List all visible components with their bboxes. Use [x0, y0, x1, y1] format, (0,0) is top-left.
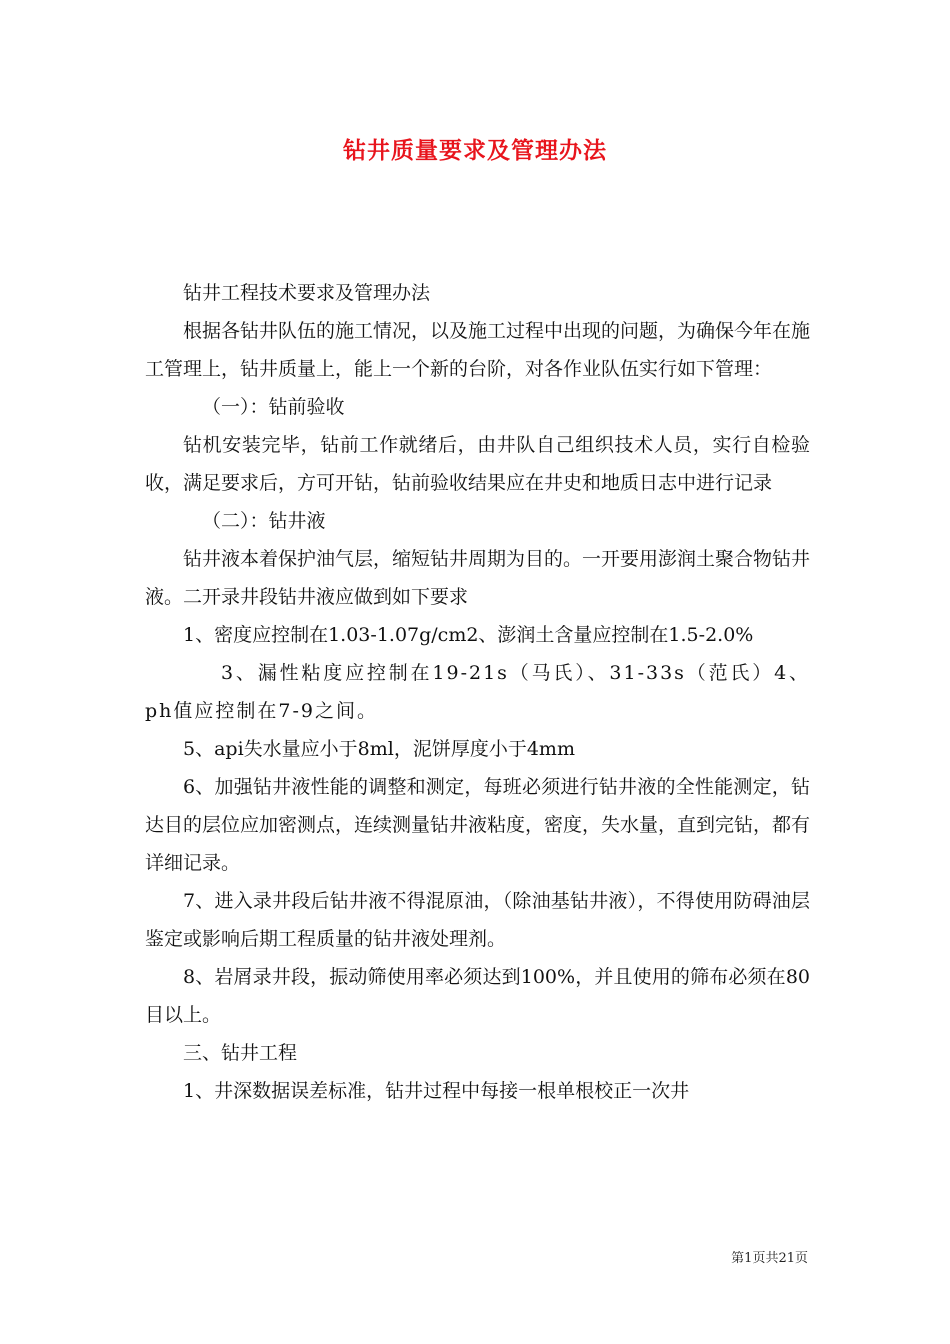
list-item-water-loss: 5、api失水量应小于8ml，泥饼厚度小于4mm: [183, 738, 575, 760]
list-item-no-crude-oil: 7、进入录井段后钻井液不得混原油，（除油基钻井液），不得使用防碍油层鉴定或影响后期工程质量的钻井液处理剂。: [145, 890, 810, 950]
section-heading-drilling-engineering: 三、钻井工程: [183, 1042, 298, 1064]
paragraph-intro: 根据各钻井队伍的施工情况，以及施工过程中出现的问题，为确保今年在施工管理上，钻井质量上，能上一个新的台阶，对各作业队伍实行如下管理：: [145, 320, 811, 380]
paragraph-pre-drilling: 钻机安装完毕，钻前工作就绪后，由井队自己组织技术人员，实行自检验收，满足要求后，方可开钻，钻前验收结果应在井史和地质日志中进行记录: [145, 434, 810, 494]
paragraph-drilling-fluid: 钻井液本着保护油气层，缩短钻井周期为目的。一开要用澎润土聚合物钻井液。二开录井段钻井液应做到如下要求: [145, 548, 811, 608]
list-item-viscosity: 3、漏性粘度应控制在19-21s（马氏）、31-33s（范氏）4、ph值应控制在7-9之间。: [145, 662, 810, 722]
list-item-performance-testing: 6、加强钻井液性能的调整和测定，每班必须进行钻井液的全性能测定，钻达目的层位应加密测点，连续测量钻井液粘度，密度，失水量，直到完钻，都有详细记录。: [145, 776, 811, 874]
document-title: 钻井质量要求及管理办法: [343, 137, 607, 164]
section-heading-drilling-fluid: （二）：钻井液: [202, 510, 326, 532]
list-item-shaker-screen: 8、岩屑录井段，振动筛使用率必须达到100%，并且使用的筛布必须在80目以上。: [145, 966, 810, 1026]
section-heading-pre-drilling: （一）：钻前验收: [202, 396, 345, 418]
document-body: [145, 274, 810, 1110]
page-number: 第1页共21页: [731, 1251, 808, 1266]
list-item-depth-error: 1、井深数据误差标准，钻井过程中每接一根单根校正一次井: [183, 1080, 690, 1102]
list-item-density: 1、密度应控制在1.03-1.07g/cm2、澎润土含量应控制在1.5-2.0%: [183, 624, 754, 646]
paragraph-heading: 钻井工程技术要求及管理办法: [183, 282, 431, 304]
